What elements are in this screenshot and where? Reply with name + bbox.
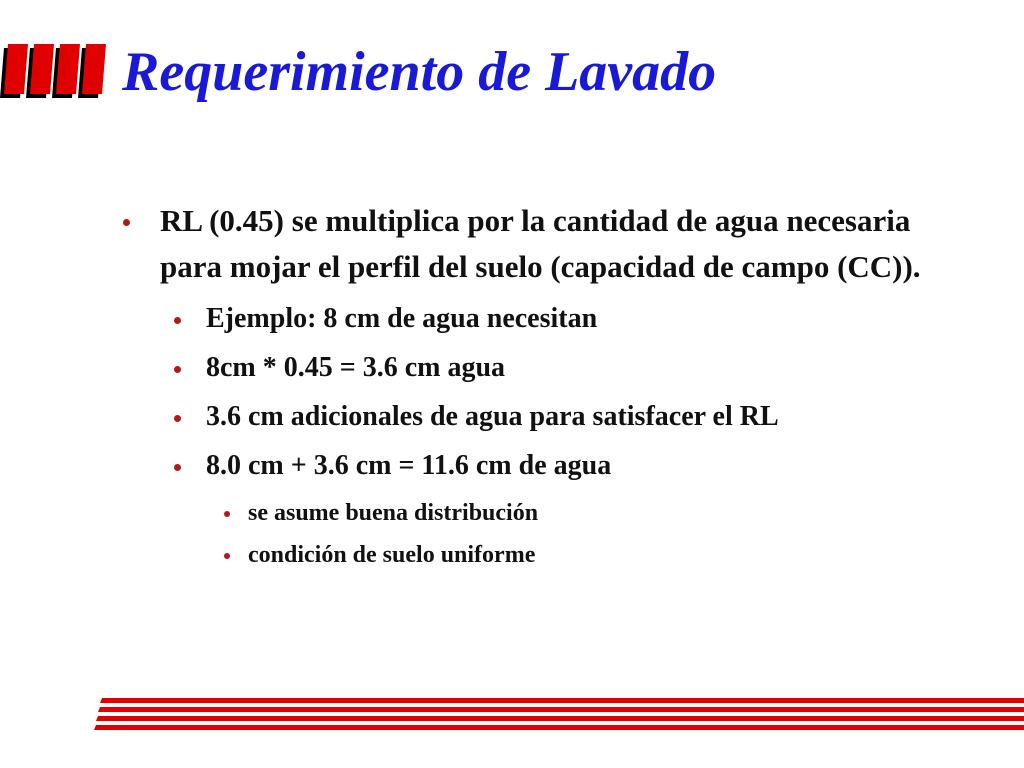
bullet-list [120, 198, 980, 582]
list-item-text: 3.6 cm adicionales de agua para satisfacer el RL [206, 401, 779, 432]
bullet-dot-icon [174, 464, 181, 471]
bullet-dot-icon [174, 366, 181, 373]
bullet-dot-icon [123, 219, 130, 226]
list-item-text: condición de suelo uniforme [248, 542, 536, 568]
red-stripes-decoration-icon [90, 696, 1024, 736]
bullet-dot-icon [224, 553, 230, 559]
list-item-text: 8cm * 0.45 = 3.6 cm agua [206, 352, 506, 383]
list-item-level2 [120, 449, 980, 483]
list-item-level2 [120, 400, 980, 434]
list-item-level1 [120, 198, 980, 290]
list-item-text: 8.0 cm + 3.6 cm = 11.6 cm de agua [206, 450, 612, 481]
bullet-dot-icon [174, 415, 181, 422]
list-item-text: se asume buena distribución [248, 500, 539, 526]
slide-title: Requerimiento de Lavado [122, 41, 717, 103]
list-item-text: RL (0.45) se multiplica por la cantidad de agua necesaria para mojar el perfil del suelo (capacidad de campo (CC)). [160, 203, 921, 284]
list-item-level3 [120, 498, 980, 528]
list-item-text: Ejemplo: 8 cm de agua necesitan [206, 303, 598, 334]
list-item-level3 [120, 540, 980, 570]
list-item-level2 [120, 302, 980, 336]
bullet-dot-icon [224, 511, 230, 517]
bullet-dot-icon [174, 317, 181, 324]
red-bars-logo-icon [0, 44, 110, 98]
list-item-level2 [120, 351, 980, 385]
